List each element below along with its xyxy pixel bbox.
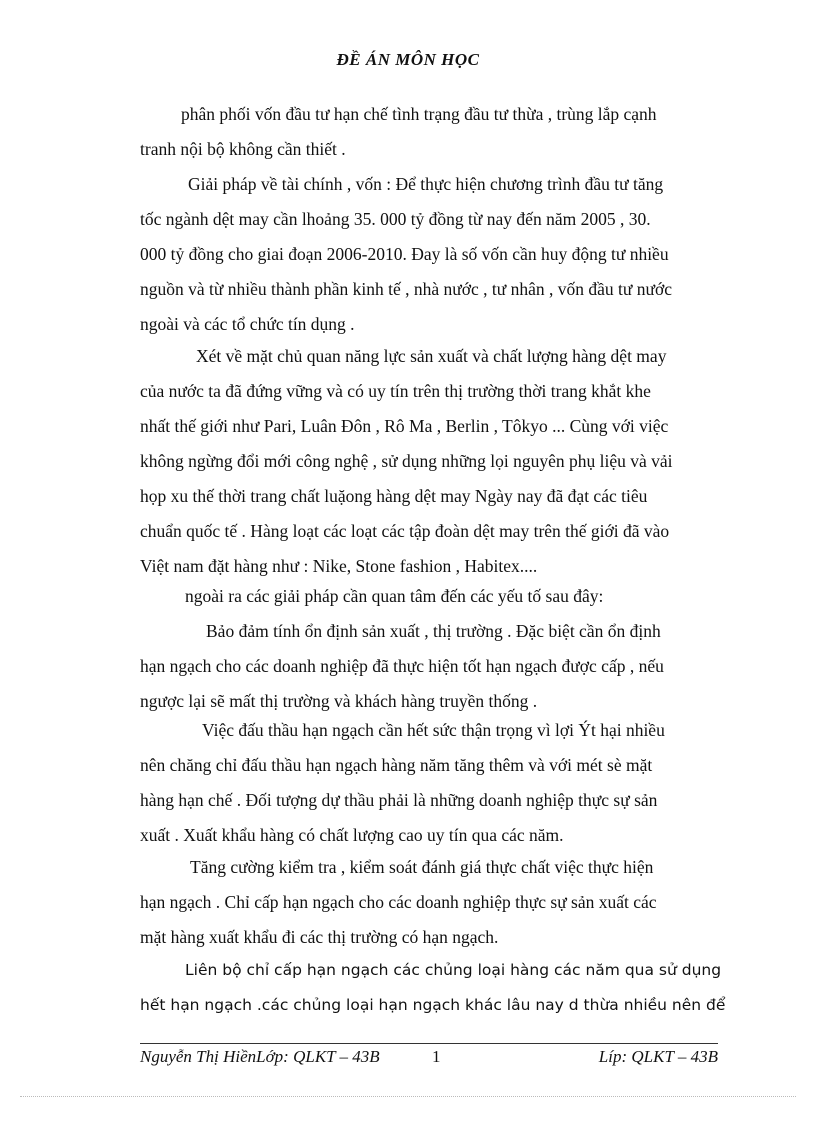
page-number: 1: [432, 1047, 441, 1066]
text-line: Liên bộ chỉ cấp hạn ngạch các chủng loại hàng các năm qua sử dụng: [185, 961, 722, 979]
text-line: hết hạn ngạch .các chủng loại hạn ngạch khác lâu nay d thừa nhiều nên để: [140, 996, 726, 1014]
paragraph-1: [140, 97, 718, 167]
text-line: Giải pháp về tài chính , vốn : Để thực hiện chương trình đầu tư tăng: [188, 174, 664, 194]
text-line: hạn ngạch . Chỉ cấp hạn ngạch cho các doanh nghiệp thực sự sản xuất các: [140, 892, 657, 912]
text-line: họp xu thế thời trang chất luặong hàng dệt may Ngày nay đã đạt các tiêu: [140, 486, 648, 506]
text-line: của nước ta đã đứng vững và có uy tín trên thị trường thời trang khắt khe: [140, 381, 651, 401]
paragraph-2: [140, 167, 718, 342]
text-line: tốc ngành dệt may cần lhoảng 35. 000 tỷ đồng từ nay đến năm 2005 , 30.: [140, 209, 651, 229]
paragraph-8: [140, 953, 726, 1023]
text-line: không ngừng đổi mới công nghệ , sử dụng những lọi nguyên phụ liệu và vải: [140, 451, 673, 471]
text-line: ngược lại sẽ mất thị trường và khách hàng truyền thống .: [140, 691, 538, 711]
text-line: Bảo đảm tính ổn định sản xuất , thị trường . Đặc biệt cần ổn định: [206, 621, 661, 641]
footer-author-class: Nguyễn Thị HiềnLớp: QLKT – 43B: [140, 1047, 380, 1066]
footer-divider: [140, 1043, 718, 1044]
paragraph-3: [140, 339, 718, 584]
text-line: Xét về mặt chủ quan năng lực sản xuất và chất lượng hàng dệt may: [196, 346, 667, 366]
text-line: phân phối vốn đầu tư hạn chế tình trạng đầu tư thừa , trùng lắp cạnh: [181, 104, 657, 124]
paragraph-4: [140, 579, 718, 614]
text-line: 000 tỷ đồng cho giai đoạn 2006-2010. Đay là số vốn cần huy động tư nhiều: [140, 244, 669, 264]
text-line: hàng hạn chế . Đối tượng dự thầu phải là những doanh nghiệp thực sự sản: [140, 790, 658, 810]
text-line: chuẩn quốc tế . Hàng loạt các loạt các tập đoàn dệt may trên thế giới đã vào: [140, 521, 670, 541]
text-line: xuất . Xuất khẩu hàng có chất lượng cao uy tín qua các năm.: [140, 825, 564, 845]
text-line: hạn ngạch cho các doanh nghiệp đã thực hiện tốt hạn ngạch được cấp , nếu: [140, 656, 664, 676]
text-line: nên chăng chỉ đấu thầu hạn ngạch hàng năm tăng thêm và với mét sè mặt: [140, 755, 653, 775]
text-line: nhất thế giới như Pari, Luân Đôn , Rô Ma , Berlin , Tôkyo ... Cùng với việc: [140, 416, 669, 436]
text-line: Tăng cường kiểm tra , kiểm soát đánh giá thực chất việc thực hiện: [190, 857, 654, 877]
page-header-title: ĐỀ ÁN MÔN HỌC: [336, 50, 480, 69]
paragraph-5: [140, 614, 718, 719]
text-line: tranh nội bộ không cần thiết .: [140, 139, 346, 159]
text-line: Việt nam đặt hàng như : Nike, Stone fashion , Habitex....: [140, 556, 538, 576]
text-line: nguồn và từ nhiều thành phần kinh tế , nhà nước , tư nhân , vốn đầu tư nước: [140, 279, 673, 299]
text-line: mặt hàng xuất khẩu đi các thị trường có hạn ngạch.: [140, 927, 499, 947]
text-line: Việc đấu thầu hạn ngạch cần hết sức thận trọng vì lợi Ýt hại nhiều: [202, 720, 665, 740]
footer-class: Líp: QLKT – 43B: [598, 1047, 718, 1066]
paragraph-7: [140, 850, 718, 955]
text-line: ngoài và các tổ chức tín dụng .: [140, 314, 355, 334]
paragraph-6: [140, 713, 718, 853]
page-bottom-border: [20, 1096, 796, 1097]
text-line: ngoài ra các giải pháp cần quan tâm đến các yếu tố sau đây:: [185, 586, 604, 606]
